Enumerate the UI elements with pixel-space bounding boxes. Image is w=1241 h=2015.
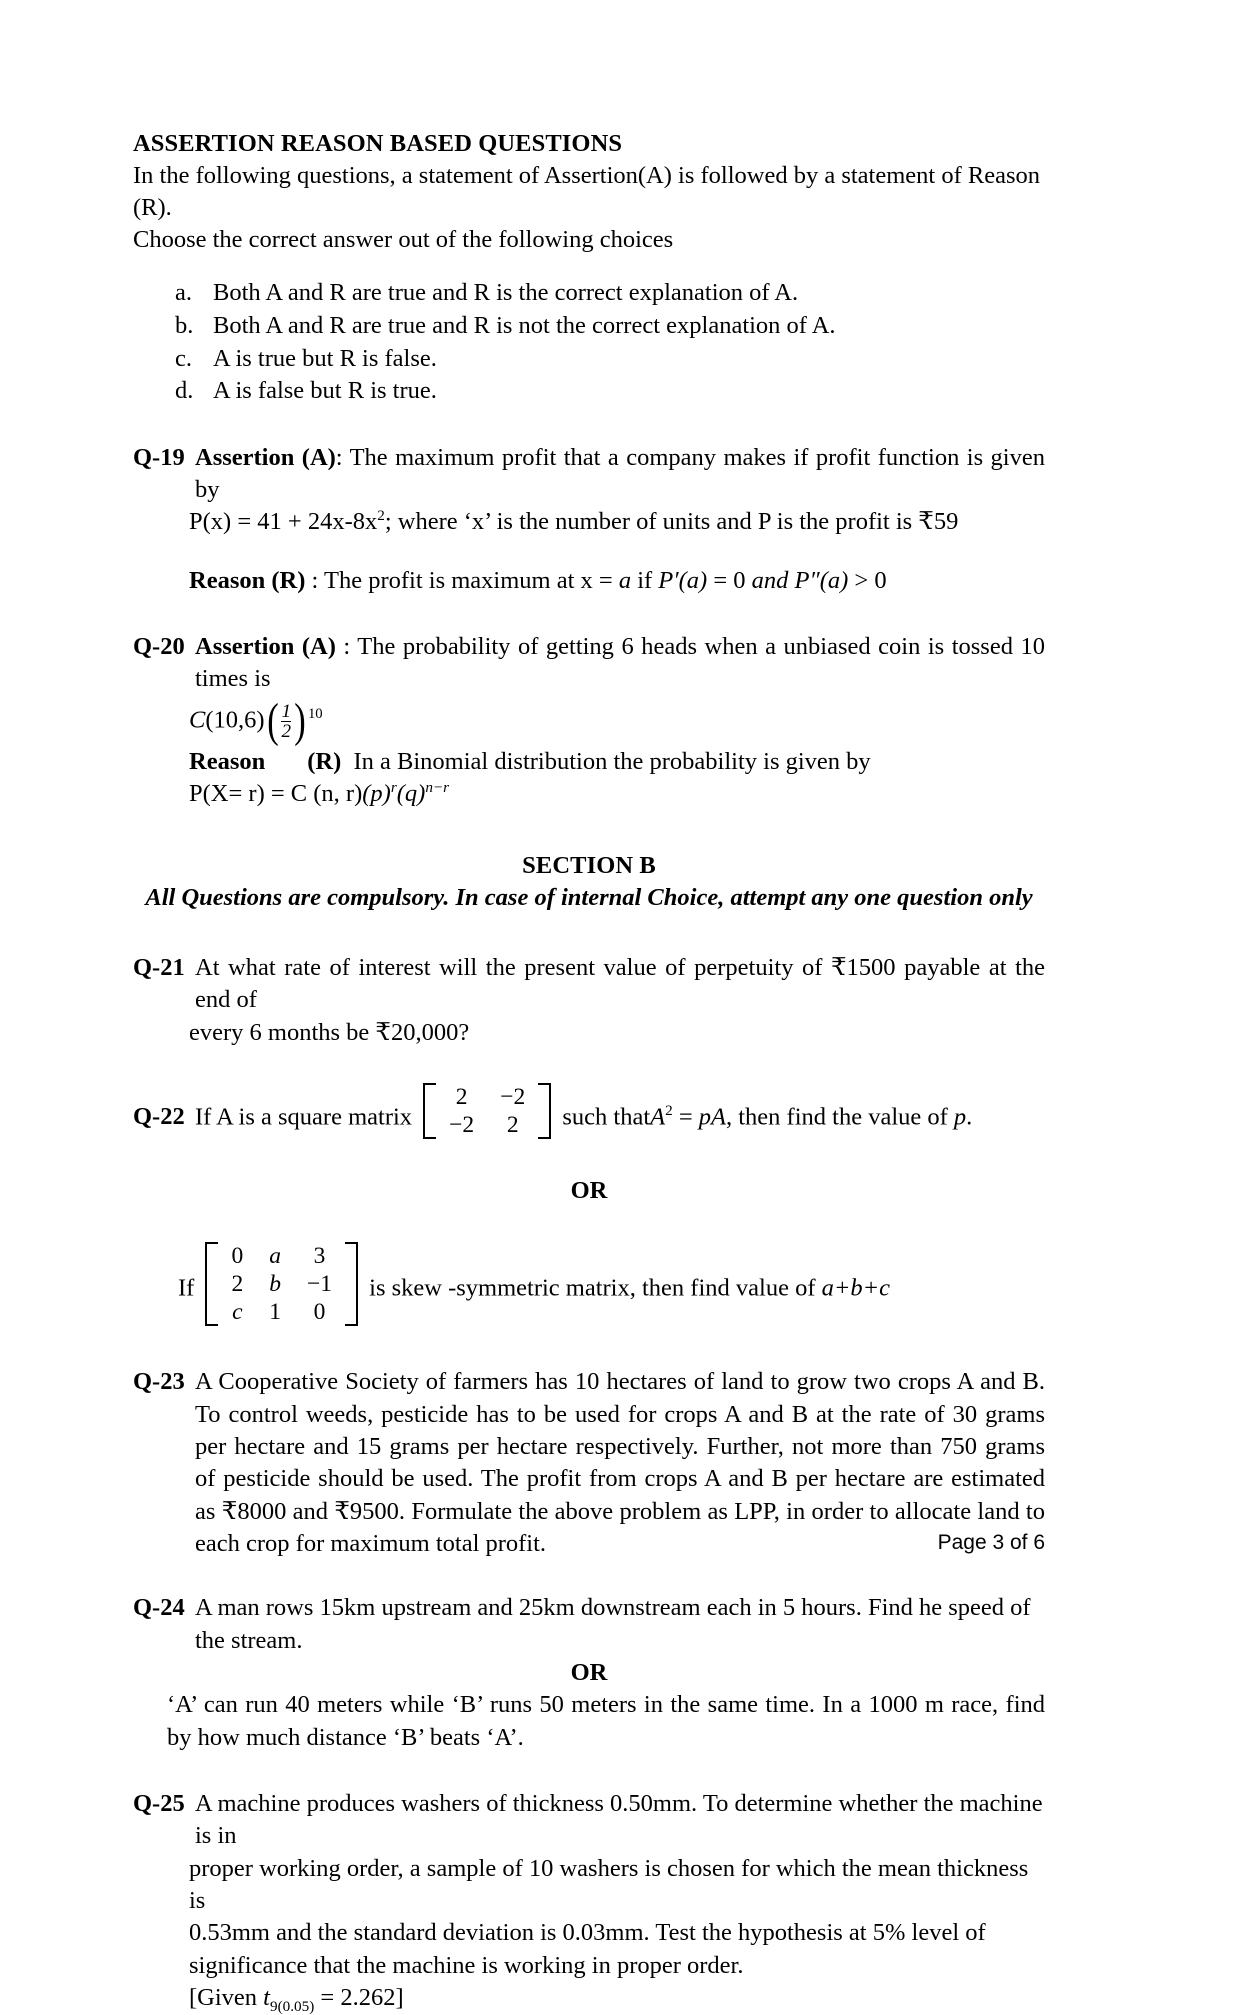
assertion-intro-line-1: In the following questions, a statement of Assertion(A) is followed by a statement of Reason (R).	[133, 161, 1041, 221]
q20-assertion-label: Assertion (A)	[195, 633, 336, 660]
q25-line-2: proper working order, a sample of 10 washers is chosen for which the mean thickness is	[189, 1854, 1029, 1914]
q22-math-p: p	[953, 1103, 967, 1131]
q22-main-line	[133, 1083, 1045, 1139]
q20-fraction-group	[265, 694, 308, 748]
answer-choice-b	[175, 310, 1045, 343]
q19-math-prime-1: ′	[673, 566, 679, 594]
q22-alt-expression: a+b+c	[821, 1274, 891, 1302]
choice-text-c: A is true but R is false.	[213, 344, 437, 372]
q20-formula2-p: (p)	[362, 779, 391, 807]
q21-line-2: every 6 months be ₹20,000?	[189, 1018, 470, 1046]
q19-label: Q-19	[133, 443, 185, 471]
question-25	[133, 1788, 1045, 2014]
choice-marker-b: b.	[175, 311, 194, 339]
matrix-row	[436, 1083, 538, 1111]
q25-line-1	[133, 1788, 1045, 1853]
q19-assertion-text: : The maximum profit that a company makes if profit function is given by	[195, 443, 1045, 504]
q20-fraction-numerator: 1	[281, 700, 292, 722]
q21-label: Q-21	[133, 953, 185, 981]
matrix-row	[218, 1298, 345, 1326]
question-23	[133, 1366, 1045, 1560]
q20-formula2-q: (q)	[396, 779, 426, 807]
q25-label: Q-25	[133, 1789, 185, 1817]
answer-choice-a	[175, 277, 1045, 310]
q19-math-equals: = 0	[707, 566, 752, 594]
choice-text-b: Both A and R are true and R is not the correct explanation of A.	[213, 311, 836, 339]
matrix3-cell-2-1: 1	[269, 1299, 281, 1326]
assertion-intro-line-2: Choose the correct answer out of the following choices	[133, 225, 674, 253]
q20-reason-line	[133, 746, 1045, 778]
matrix3-cell-0-2: 3	[313, 1242, 326, 1269]
q22-alt-if: If	[178, 1274, 195, 1302]
q20-reason-label-r: (R)	[307, 747, 342, 775]
q22-math-pa: pA	[698, 1103, 726, 1131]
q22-matrix-2x2	[423, 1083, 551, 1139]
q20-formula2-prefix: P(X= r) = C (n, r)	[189, 779, 363, 807]
q25-text-line-1: A machine produces washers of thickness 0.50mm. To determine whether the machine is in	[195, 1789, 1043, 1850]
q21-line-1	[133, 952, 1045, 1017]
matrix-cell-0-0: 2	[455, 1083, 468, 1110]
q20-fraction	[281, 702, 291, 742]
q22-math-equals: =	[672, 1103, 699, 1131]
choice-marker-a: a.	[175, 279, 192, 307]
q20-combination-symbol: C	[189, 706, 206, 734]
q24-main-line	[133, 1592, 1045, 1657]
q19-reason-text-a: : The profit is maximum at x =	[305, 566, 619, 594]
q23-label: Q-23	[133, 1368, 185, 1396]
question-21	[133, 952, 1045, 1049]
q22-or-label: OR	[570, 1177, 608, 1205]
choice-text-a: Both A and R are true and R is the correct explanation of A.	[213, 279, 799, 307]
matrix-cell-1-1: 2	[506, 1112, 519, 1139]
q25-line-3: 0.53mm and the standard deviation is 0.03mm. Test the hypothesis at 5% level of	[189, 1919, 986, 1947]
q19-assertion-label: Assertion (A)	[195, 443, 336, 471]
choice-text-d: A is false but R is true.	[213, 377, 437, 405]
q22-alt-text: is skew -symmetric matrix, then find value of	[369, 1274, 822, 1302]
answer-choice-d	[175, 375, 1045, 408]
matrix-right-bracket	[538, 1083, 551, 1139]
q19-math-p-prime: P	[658, 566, 674, 594]
q22-text-before: If A is a square matrix	[195, 1103, 413, 1131]
matrix-row	[218, 1242, 345, 1270]
q22-math-a-exponent: 2	[665, 1102, 673, 1120]
q24-text: A man rows 15km upstream and 25km downstream each in 5 hours. Find he speed of the stream.	[195, 1594, 1031, 1654]
matrix-cells	[218, 1242, 345, 1327]
q19-math-arg-2: (a)	[819, 566, 849, 594]
choice-marker-d: d.	[175, 377, 194, 405]
left-paren: (	[266, 694, 279, 748]
matrix-left-bracket	[205, 1242, 218, 1327]
q24-or-label: OR	[570, 1659, 608, 1686]
choice-marker-c: c.	[175, 344, 192, 372]
q19-reason-text-b: if	[631, 566, 659, 594]
q25-t-value: = 2.262]	[314, 1983, 404, 2011]
q20-label: Q-20	[133, 633, 185, 660]
section-b-block	[133, 850, 1045, 914]
q20-formula2-nr-exponent: n−r	[425, 778, 450, 796]
section-b-subtitle: All Questions are compulsory. In case of internal Choice, attempt any one question only	[145, 884, 1033, 912]
q19-reason-line	[133, 565, 1045, 597]
section-b-title: SECTION B	[522, 852, 656, 880]
page-footer: Page 3 of 6	[937, 1531, 1045, 1554]
matrix3-cell-2-2: 0	[313, 1299, 326, 1326]
q19-math-and: and	[751, 566, 795, 594]
matrix-row	[436, 1111, 538, 1139]
q19-assertion-line	[133, 442, 1045, 507]
q25-given-line	[133, 1982, 1045, 2014]
matrix3-cell-0-1: a	[269, 1242, 281, 1269]
q20-combination-args: (10,6)	[205, 706, 265, 734]
matrix3-cell-2-0: c	[232, 1299, 243, 1326]
q22-text-mid: such that	[562, 1103, 651, 1131]
q21-text-line-1: At what rate of interest will the present value of perpetuity of ₹1500 payable at the end of	[195, 953, 1045, 1014]
question-24	[133, 1592, 1045, 1754]
q20-formula2-r-exponent: r	[390, 778, 397, 796]
question-19	[133, 442, 1045, 597]
q22-text-after: , then find the value of	[726, 1103, 954, 1131]
q25-t-symbol: t	[263, 1983, 270, 2011]
matrix-cell-1-0: −2	[449, 1112, 475, 1139]
q25-t-subscript: 9(0.05)	[269, 1997, 315, 2015]
q19-formula-suffix: ; where ‘x’ is the number of units and P is the profit is ₹59	[384, 508, 959, 536]
q19-reason-label: Reason (R)	[189, 566, 306, 594]
q19-reason-var: a	[618, 566, 632, 594]
q19-math-arg-1: (a)	[678, 566, 708, 594]
matrix3-cell-1-2: −1	[306, 1270, 333, 1297]
q24-alt-text: ‘A’ can run 40 meters while ‘B’ runs 50 meters in the same time. In a 1000 m race, find by how much distance ‘B’ beats ‘A’.	[167, 1691, 1045, 1751]
q22-label: Q-22	[133, 1103, 185, 1131]
matrix3-cell-0-0: 0	[231, 1242, 244, 1269]
q20-formula-line: C(10,6) ( $\frac{1}{2}$ ) 10	[189, 694, 323, 748]
q23-text: A Cooperative Society of farmers has 10 hectares of land to grow two crops A and B. To control weeds, pesticide has to be used for crops A and B at the rate of 30 grams per hectare and 15 grams per hectare respectively. Further, not more than 750 grams of pesticide should be used. The profit from crops A and B per hectare are estimated as ₹8000 and ₹9500. Formulate the above problem as LPP, in order to allocate land to each crop for maximum total profit.	[195, 1368, 1045, 1558]
q20-assertion-text: : The probability of getting 6 heads when a unbiased coin is tossed 10 times is	[195, 633, 1045, 693]
q22-alternative-line	[133, 1242, 1045, 1327]
q25-line-4: significance that the machine is working in proper order.	[189, 1951, 744, 1979]
q20-formula2-line	[133, 778, 1045, 810]
matrix-right-bracket	[345, 1242, 358, 1327]
matrix3-cell-1-0: 2	[231, 1270, 244, 1297]
question-20	[133, 631, 1045, 810]
q19-math-prime-2: ″	[809, 566, 820, 594]
q22-matrix-3x3	[205, 1242, 358, 1327]
q19-formula-exponent: 2	[377, 507, 385, 525]
matrix-left-bracket	[423, 1083, 436, 1139]
q20-reason-label: Reason	[189, 747, 266, 775]
q22-math-a: A	[650, 1103, 666, 1131]
question-22	[133, 1083, 1045, 1326]
matrix-cells	[436, 1083, 538, 1139]
right-paren: )	[294, 694, 306, 748]
answer-choice-c	[175, 343, 1045, 376]
q19-math-greater: > 0	[848, 566, 887, 594]
matrix-cell-0-1: −2	[500, 1083, 526, 1110]
matrix-row	[218, 1270, 345, 1298]
answer-choice-list	[133, 277, 1045, 407]
matrix3-cell-1-1: b	[269, 1270, 281, 1297]
q19-math-p-double: P	[794, 566, 810, 594]
q25-given-open: [Given	[189, 1983, 264, 2011]
q23-text-block	[133, 1366, 1045, 1560]
q20-assertion-line	[133, 631, 1045, 696]
q22-text-end: .	[966, 1103, 973, 1131]
q20-fraction-denominator: 2	[281, 721, 292, 743]
q19-formula-line	[133, 506, 1045, 538]
assertion-section-heading: ASSERTION REASON BASED QUESTIONS	[133, 130, 623, 157]
q24-label: Q-24	[133, 1594, 185, 1622]
q19-formula-prefix: P(x) = 41 + 24x-8x	[189, 508, 378, 536]
q20-reason-text: In a Binomial distribution the probability is given by	[353, 747, 871, 775]
